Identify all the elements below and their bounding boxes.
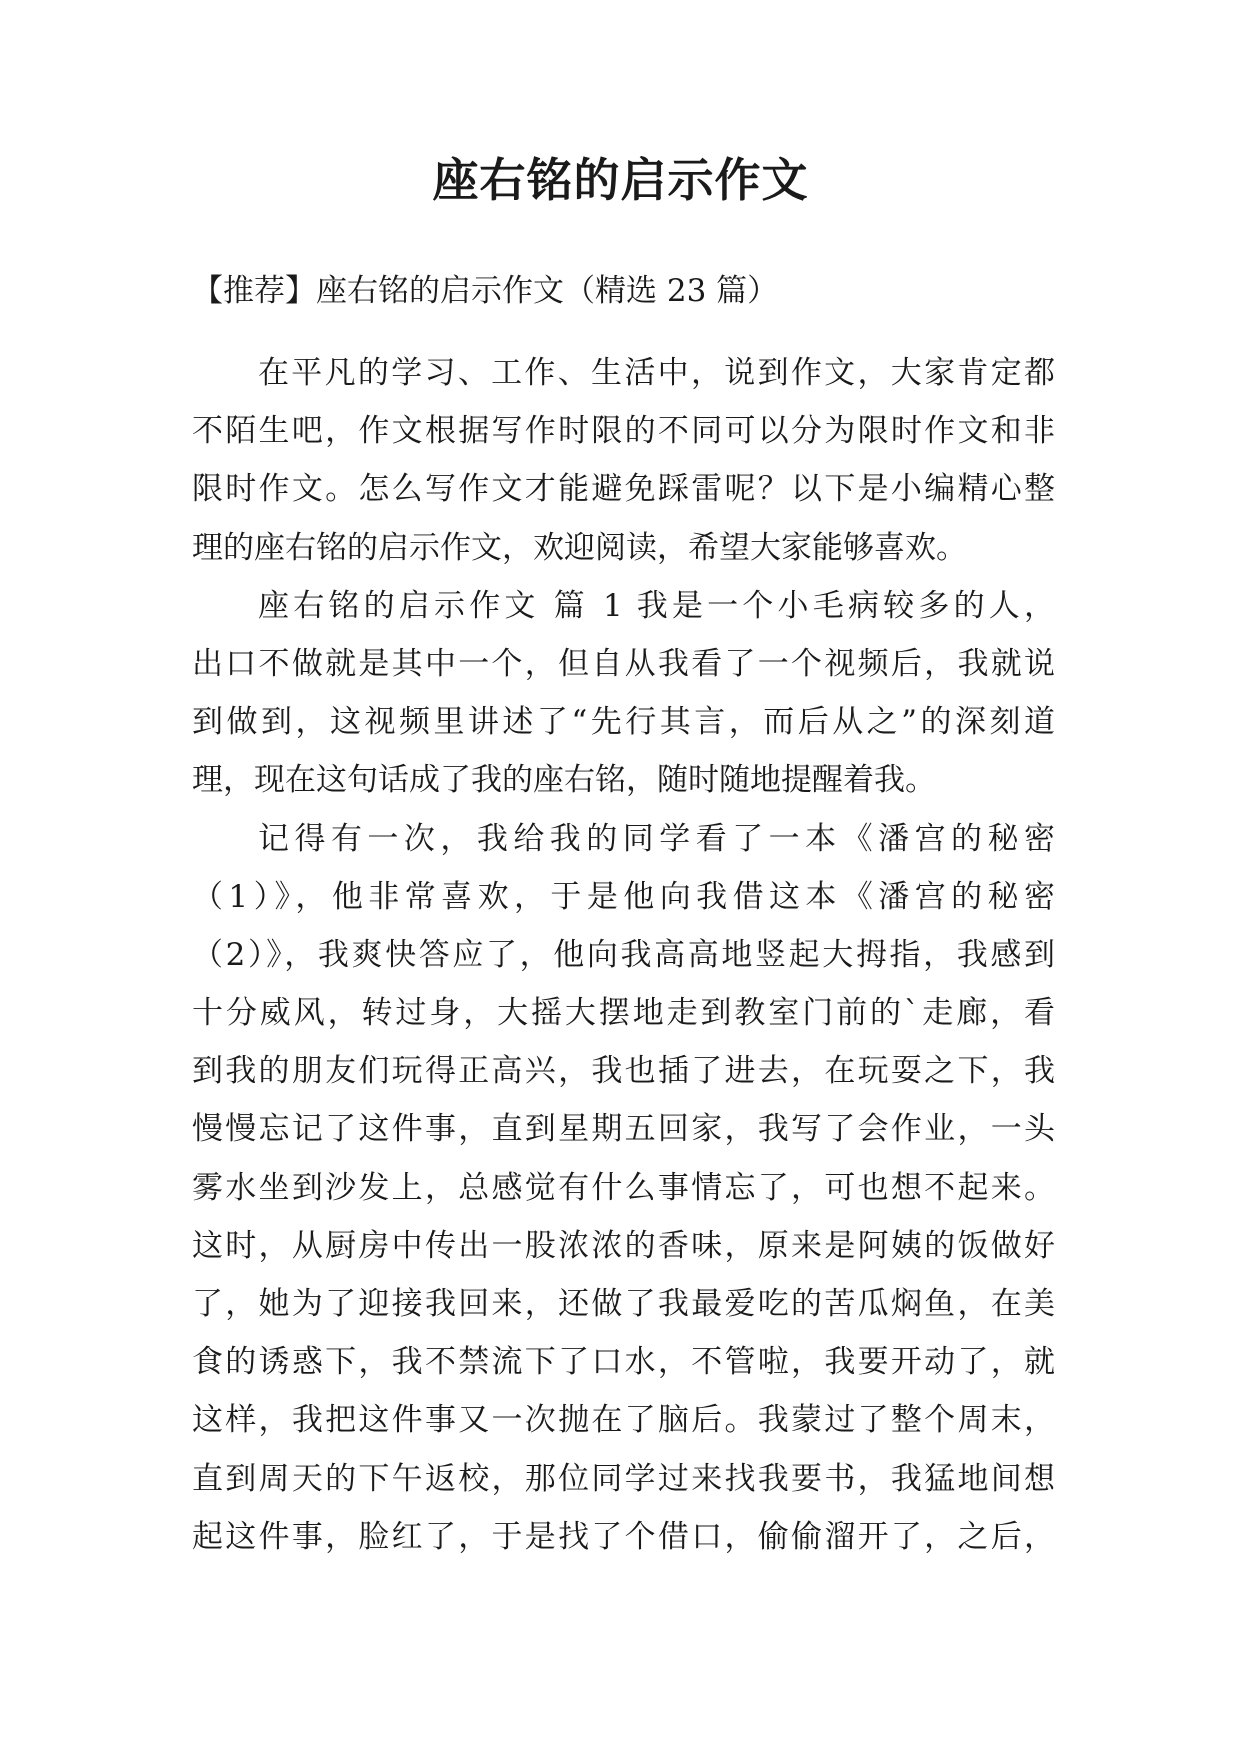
paragraph-line: 在平凡的学习、工作、生活中，说到作文，大家肯定都 (258, 355, 1055, 391)
paragraph-line: 雾水坐到沙发上，总感觉有什么事情忘了，可也想不起来。 (192, 1169, 1055, 1206)
paragraph-line: 限时作文。怎么写作文才能避免踩雷呢？以下是小编精心整 (192, 471, 1055, 508)
paragraph-line: 这样，我把这件事又一次抛在了脑后。我蒙过了整个周末， (192, 1402, 1055, 1439)
paragraph-line: 了，她为了迎接我回来，还做了我最爱吃的苦瓜焖鱼，在美 (192, 1286, 1055, 1322)
paragraph-line: 理的座右铭的启示作文，欢迎阅读，希望大家能够喜欢。 (192, 529, 967, 566)
paragraph-line: 理，现在这句话成了我的座右铭，随时随地提醒着我。 (192, 762, 936, 799)
paragraph-line: 起这件事，脸红了，于是找了个借口，偷偷溜开了，之后， (192, 1518, 1055, 1555)
paragraph-line: 座右铭的启示作文 篇 1 我是一个小毛病较多的人， (258, 587, 1055, 624)
paragraph-line: 记得有一次，我给我的同学看了一本《潘宫的秘密 (258, 820, 1055, 857)
paragraph-line: 出口不做就是其中一个，但自从我看了一个视频后，我就说 (192, 645, 1055, 682)
essay-body (192, 344, 1055, 1566)
paragraph-line: 这时，从厨房中传出一股浓浓的香味，原来是阿姨的饭做好 (192, 1227, 1055, 1264)
paragraph-line: 到我的朋友们玩得正高兴，我也插了进去，在玩耍之下，我 (192, 1053, 1055, 1090)
paragraph-line: 食的诱惑下，我不禁流下了口水，不管啦，我要开动了，就 (192, 1344, 1055, 1381)
paragraph-line: （2）》，我爽快答应了，他向我高高地竖起大拇指，我感到 (192, 936, 1055, 973)
paragraph-line: 直到周天的下午返校，那位同学过来找我要书，我猛地间想 (192, 1460, 1055, 1497)
paragraph-line: 不陌生吧，作文根据写作时限的不同可以分为限时作文和非 (192, 413, 1055, 450)
document-title: 座右铭的启示作文 (432, 153, 809, 207)
paragraph-line: 慢慢忘记了这件事，直到星期五回家，我写了会作业，一头 (192, 1111, 1055, 1148)
paragraph-line: （1）》，他非常喜欢，于是他向我借这本《潘宫的秘密 (192, 878, 1055, 915)
recommend-line: 【推荐】座右铭的启示作文（精选 23 篇） (192, 273, 779, 309)
paragraph-line: 到做到，这视频里讲述了“先行其言，而后从之”的深刻道 (192, 704, 1055, 741)
paragraph-line: 十分威风，转过身，大摇大摆地走到教室门前的`走廊，看 (192, 995, 1055, 1032)
